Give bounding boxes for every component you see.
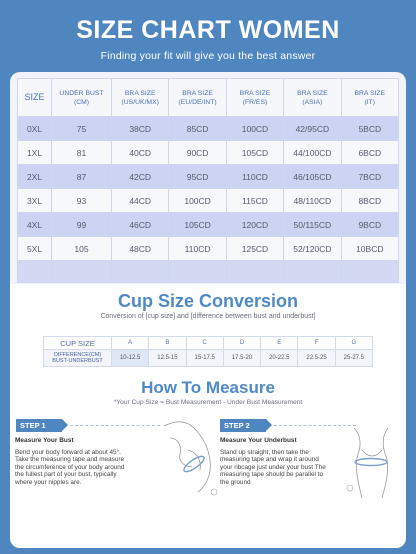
bra-asia-cell: 42/95CD xyxy=(284,117,341,141)
empty-cell xyxy=(18,261,52,283)
size-cell: 5XL xyxy=(18,237,52,261)
difference-row xyxy=(44,350,373,367)
bra-fr-header: BRA SIZE (FR/ES) xyxy=(226,79,283,117)
underbust-header: UNDER BUST (CM) xyxy=(52,79,112,117)
page-title: SIZE CHART WOMEN xyxy=(76,16,340,44)
bra-eu-cell: 95CD xyxy=(169,165,226,189)
difference-value: 25-27.5 xyxy=(335,350,372,367)
bra-asia-cell: 46/105CD xyxy=(284,165,341,189)
cup-size-label: CUP SIZE xyxy=(44,337,112,350)
step-1-heading: Measure Your Bust xyxy=(15,437,74,444)
empty-cell xyxy=(52,261,112,283)
bra-eu-cell: 85CD xyxy=(169,117,226,141)
underbust-cell: 105 xyxy=(52,237,112,261)
bra-eu-header: BRA SIZE (EU/DE/INT) xyxy=(169,79,226,117)
underbust-cell: 81 xyxy=(52,141,112,165)
bra-eu-cell: 105CD xyxy=(169,213,226,237)
cup-letter: F xyxy=(298,337,335,350)
cup-letter: G xyxy=(335,337,372,350)
empty-cell xyxy=(112,261,169,283)
header xyxy=(0,0,416,78)
underbust-cell: 99 xyxy=(52,213,112,237)
bra-fr-cell: 110CD xyxy=(226,165,283,189)
bra-asia-cell: 48/110CD xyxy=(284,189,341,213)
how-to-measure-subtitle: *Your Cup Size = Bust Measurement - Under Bust Measurement xyxy=(113,399,303,406)
size-cell: 0XL xyxy=(18,117,52,141)
size-chart-table xyxy=(17,78,399,283)
step-2-text: Stand up straight, then take the measuring tape and wrap it around your ribcage just under your bust The measuring tape should be parallel to the ground xyxy=(220,449,326,486)
table-row xyxy=(18,213,399,237)
table-row xyxy=(18,165,399,189)
difference-value: 10-12.5 xyxy=(112,350,149,367)
size-cell: 1XL xyxy=(18,141,52,165)
size-cell: 4XL xyxy=(18,213,52,237)
bra-it-header: BRA SIZE (IT) xyxy=(341,79,398,117)
table-row xyxy=(18,141,399,165)
bra-fr-cell: 105CD xyxy=(226,141,283,165)
table-row-empty xyxy=(18,261,399,283)
difference-value: 20-22.5 xyxy=(261,350,298,367)
cup-letter: D xyxy=(223,337,260,350)
bra-eu-cell: 90CD xyxy=(169,141,226,165)
underbust-cell: 75 xyxy=(52,117,112,141)
difference-value: 17.5-20 xyxy=(223,350,260,367)
step-2-heading: Measure Your Underbust xyxy=(220,437,297,444)
cup-letter: A xyxy=(112,337,149,350)
bra-it-cell: 8BCD xyxy=(341,189,398,213)
difference-value: 22.5-25 xyxy=(298,350,335,367)
bra-eu-cell: 100CD xyxy=(169,189,226,213)
bra-us-header: BRA SIZE (US/UK/MX) xyxy=(112,79,169,117)
bra-it-cell: 5BCD xyxy=(341,117,398,141)
underbust-cell: 87 xyxy=(52,165,112,189)
bra-asia-cell: 52/120CD xyxy=(284,237,341,261)
table-row xyxy=(18,189,399,213)
bra-us-cell: 40CD xyxy=(112,141,169,165)
empty-cell xyxy=(226,261,283,283)
cup-letter: B xyxy=(149,337,186,350)
content-sheet xyxy=(10,72,406,548)
bra-us-cell: 46CD xyxy=(112,213,169,237)
cup-conversion-table xyxy=(43,336,373,367)
bra-us-cell: 42CD xyxy=(112,165,169,189)
bra-eu-cell: 110CD xyxy=(169,237,226,261)
table-row xyxy=(18,237,399,261)
bra-it-cell: 9BCD xyxy=(341,213,398,237)
empty-cell xyxy=(169,261,226,283)
bra-us-cell: 38CD xyxy=(112,117,169,141)
cup-conversion-subtitle: Conversion of [cup size] and [difference between bust and underbust] xyxy=(100,313,316,320)
bra-it-cell: 7BCD xyxy=(341,165,398,189)
step-1-badge: STEP 1 xyxy=(16,419,62,432)
empty-cell xyxy=(284,261,341,283)
size-header: SIZE xyxy=(18,79,52,117)
bra-it-cell: 10BCD xyxy=(341,237,398,261)
bra-fr-cell: 125CD xyxy=(226,237,283,261)
bra-asia-cell: 44/100CD xyxy=(284,141,341,165)
bra-us-cell: 44CD xyxy=(112,189,169,213)
underbust-cell: 93 xyxy=(52,189,112,213)
bra-fr-cell: 120CD xyxy=(226,213,283,237)
underbust-measure-illustration-icon xyxy=(340,420,402,502)
divider xyxy=(70,425,160,426)
bust-measure-illustration-icon xyxy=(158,416,220,496)
bra-fr-cell: 100CD xyxy=(226,117,283,141)
difference-value: 15-17.5 xyxy=(186,350,223,367)
cup-letter: C xyxy=(186,337,223,350)
page-subtitle: Finding your fit will give you the best answer xyxy=(100,50,316,62)
how-to-measure-title: How To Measure xyxy=(141,378,275,397)
step-2-badge: STEP 2 xyxy=(220,419,266,432)
cup-size-row xyxy=(44,337,373,350)
bra-fr-cell: 115CD xyxy=(226,189,283,213)
size-chart-header-row xyxy=(18,79,399,117)
bra-asia-header: BRA SIZE (ASIA) xyxy=(284,79,341,117)
empty-cell xyxy=(341,261,398,283)
difference-label: DIFFERENCE(CM) BUST-UNDERBUST xyxy=(44,350,112,367)
difference-value: 12.5-15 xyxy=(149,350,186,367)
size-cell: 3XL xyxy=(18,189,52,213)
bra-asia-cell: 50/115CD xyxy=(284,213,341,237)
cup-letter: E xyxy=(261,337,298,350)
bra-us-cell: 48CD xyxy=(112,237,169,261)
bra-it-cell: 6BCD xyxy=(341,141,398,165)
table-row xyxy=(18,117,399,141)
cup-conversion-title: Cup Size Conversion xyxy=(117,291,299,311)
step-1-text: Bend your body forward at about 45°. Take the measuring tape and measure the circumference of your body around the fullest part of your bust, typically where your nipples are. xyxy=(15,449,125,486)
size-cell: 2XL xyxy=(18,165,52,189)
